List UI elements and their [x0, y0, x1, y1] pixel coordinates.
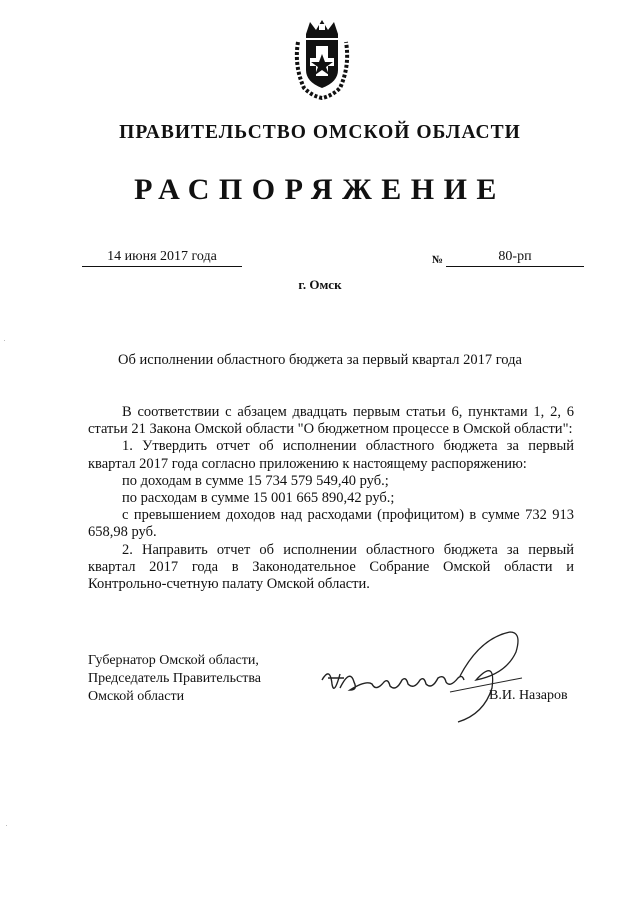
handwritten-signature — [310, 618, 530, 738]
body-income-line: по доходам в сумме 15 734 579 549,40 руб.; — [122, 472, 389, 489]
signatory-title-line: Губернатор Омской области, — [88, 653, 259, 668]
document-body — [88, 404, 574, 593]
body-paragraph-approve: 1. Утвердить отчет об исполнении областного бюджета за первый квартал 2017 года согласно приложению к настоящему распоряжению: — [88, 438, 574, 472]
body-paragraph-basis: В соответствии с абзацем двадцать первым статьи 6, пунктами 1, 2, 6 статьи 21 Закона Омской области "О бюджетном процессе в Омской области": — [88, 404, 574, 438]
document-city: г. Омск — [298, 277, 342, 292]
signatory-title-line: Омской области — [88, 689, 185, 704]
scan-mark — [6, 825, 7, 826]
signatory-title-block — [88, 652, 261, 706]
document-number: 80-рп — [446, 249, 584, 267]
document-type-title: РАСПОРЯЖЕНИЕ — [134, 173, 506, 206]
signatory-title-line: Председатель Правительства — [88, 671, 261, 686]
omsk-coat-of-arms-icon — [292, 18, 352, 100]
body-paragraph-send: 2. Направить отчет об исполнении областного бюджета за первый квартал 2017 года в Законодательное Собрание Омской области и Контрольно-счетную палату Омской области. — [88, 541, 574, 593]
document-date: 14 июня 2017 года — [82, 249, 242, 267]
signatory-name: В.И. Назаров — [489, 688, 568, 703]
number-sign: № — [432, 254, 444, 266]
organization-name: ПРАВИТЕЛЬСТВО ОМСКОЙ ОБЛАСТИ — [119, 122, 521, 143]
body-surplus-line: с превышением доходов над расходами (профицитом) в сумме 732 913 658,98 руб. — [88, 507, 574, 541]
body-expense-line: по расходам в сумме 15 001 665 890,42 руб.; — [122, 490, 395, 507]
document-subject: Об исполнении областного бюджета за первый квартал 2017 года — [118, 352, 522, 368]
scan-mark — [4, 340, 5, 341]
